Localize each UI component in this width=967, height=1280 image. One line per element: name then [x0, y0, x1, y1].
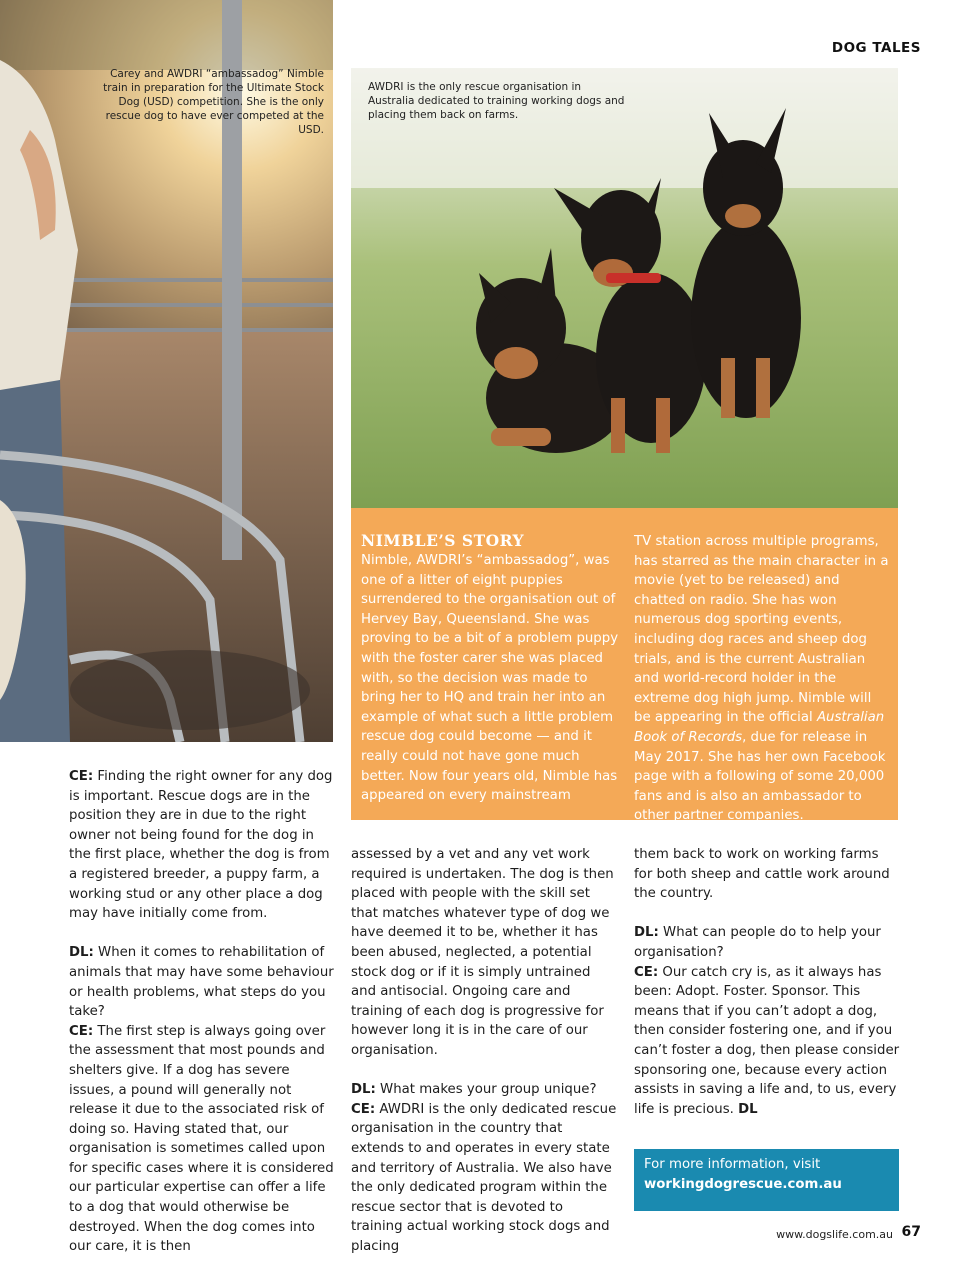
- answer-paragraph: [69, 767, 335, 924]
- end-mark: DL: [738, 1101, 758, 1117]
- paragraph-text: Our catch cry is, as it always has been: Adopt. Foster. Sponsor. This means that if you can’t adopt a dog, then consider fostering one, and if you can’t foster a dog, then please consider sponsoring one, because every action assists in saving a life and, to us, every life is precious.: [634, 964, 900, 1117]
- question-paragraph: [69, 943, 335, 1021]
- answer-paragraph: [634, 963, 900, 1120]
- sidebar-column-2: [634, 532, 892, 826]
- speaker-label: DL:: [69, 945, 94, 961]
- page-number: 67: [901, 1224, 921, 1240]
- question-paragraph: [351, 1080, 617, 1100]
- speaker-label: CE:: [69, 1023, 94, 1039]
- question-paragraph: [634, 923, 900, 962]
- sidebar-col2-text-a: TV station across multiple programs, has starred as the main character in a movie (yet to be released) and chatted on radio. She has won numerous dog sporting events, including dog races and sheep dog trials, and is the current Australian and world-record holder in the extreme dog high jump. Nimble will be appearing in the official: [634, 534, 889, 726]
- info-text: For more information, visit: [644, 1157, 821, 1172]
- article-column-3: [634, 845, 900, 1119]
- paragraph-text: assessed by a vet and any vet work required is undertaken. The dog is then placed with people with the skill set that matches whatever type of dog we have deemed it to be, whether it has been abused, neglected, a potential stock dog or if it is simply untrained and antisocial. Ongoing care and training of each dog is progressive for however long it is in the care of our organisation.: [351, 847, 614, 1058]
- paragraph-text: What makes your group unique?: [375, 1082, 597, 1098]
- speaker-label: CE:: [69, 769, 94, 784]
- sidebar-column-1: Nimble, AWDRI’s “ambassadog”, was one of a litter of eight puppies surrendered to the organisation out of Hervey Bay, Queensland. She was proving to be a bit of a problem puppy with the foster carer she was placed with, so the decision was made to bring her to HQ and train her into an example of what such a little problem rescue dog could become — and it really could not have gone much better. Now four years old, Nimble has appeared on every mainstream: [361, 553, 619, 804]
- speaker-label: CE:: [351, 1101, 376, 1117]
- footer-url[interactable]: www.dogslife.com.au: [776, 1228, 893, 1241]
- photo-caption-right: AWDRI is the only rescue organisation in Australia dedicated to training working dogs and placing them back on farms.: [368, 81, 625, 121]
- paragraph-text: What can people do to help your organisation?: [634, 925, 881, 960]
- article-column-1: [69, 767, 335, 1257]
- paragraph-text: The first step is always going over the assessment that most pounds and shelters give. If a dog has severe issues, a pound will generally not release it due to the associated risk of doing so. Having stated that, our organisation is sometimes called upon for specific cases where it is considered our particular expertise can offer a life to a dog that would otherwise be destroyed. When the dog comes into our care, it is then: [69, 1023, 334, 1255]
- website-link[interactable]: workingdogrescue.com.au: [644, 1177, 842, 1192]
- speaker-label: DL:: [634, 925, 659, 941]
- book-title: Australian Book of Records: [634, 710, 885, 745]
- sidebar-title: NIMBLE’S STORY: [361, 531, 525, 550]
- sidebar-col2-text-b: , due for release in May 2017. She has her own Facebook page with a following of some 20,000 fans and is also an ambassador to other partner companies.: [634, 729, 886, 824]
- section-label: DOG TALES: [831, 40, 921, 56]
- photo-caption-left: Carey and AWDRI “ambassadog” Nimble train in preparation for the Ultimate Stock Dog (USD) competition. She is the only rescue dog to have ever competed at the USD.: [103, 68, 324, 136]
- paragraph-text: Finding the right owner for any dog is important. Rescue dogs are in the position they are in due to the right owner not being found for the dog in the first place, whether the dog is from a registered breeder, a puppy farm, a working stud or any other place a dog may have initially come from.: [69, 769, 333, 922]
- answer-paragraph: [351, 1100, 617, 1257]
- dogs-photo-illustration: [351, 68, 898, 508]
- paragraph-text: them back to work on working farms for both sheep and cattle work around the country.: [634, 847, 890, 902]
- answer-paragraph: [69, 1022, 335, 1257]
- speaker-label: DL:: [351, 1082, 376, 1098]
- photo-three-working-dogs: [351, 68, 898, 508]
- paragraph-text: When it comes to rehabilitation of animals that may have some behaviour or health problems, what steps do you take?: [69, 945, 334, 1020]
- paragraph-text: AWDRI is the only dedicated rescue organisation in the country that extends to and operates in every state and territory of Australia. We also have the only dedicated program within the rescue sector that is devoted to training actual working stock dogs and placing: [351, 1101, 617, 1254]
- speaker-label: CE:: [634, 964, 659, 980]
- article-column-2: [351, 845, 617, 1256]
